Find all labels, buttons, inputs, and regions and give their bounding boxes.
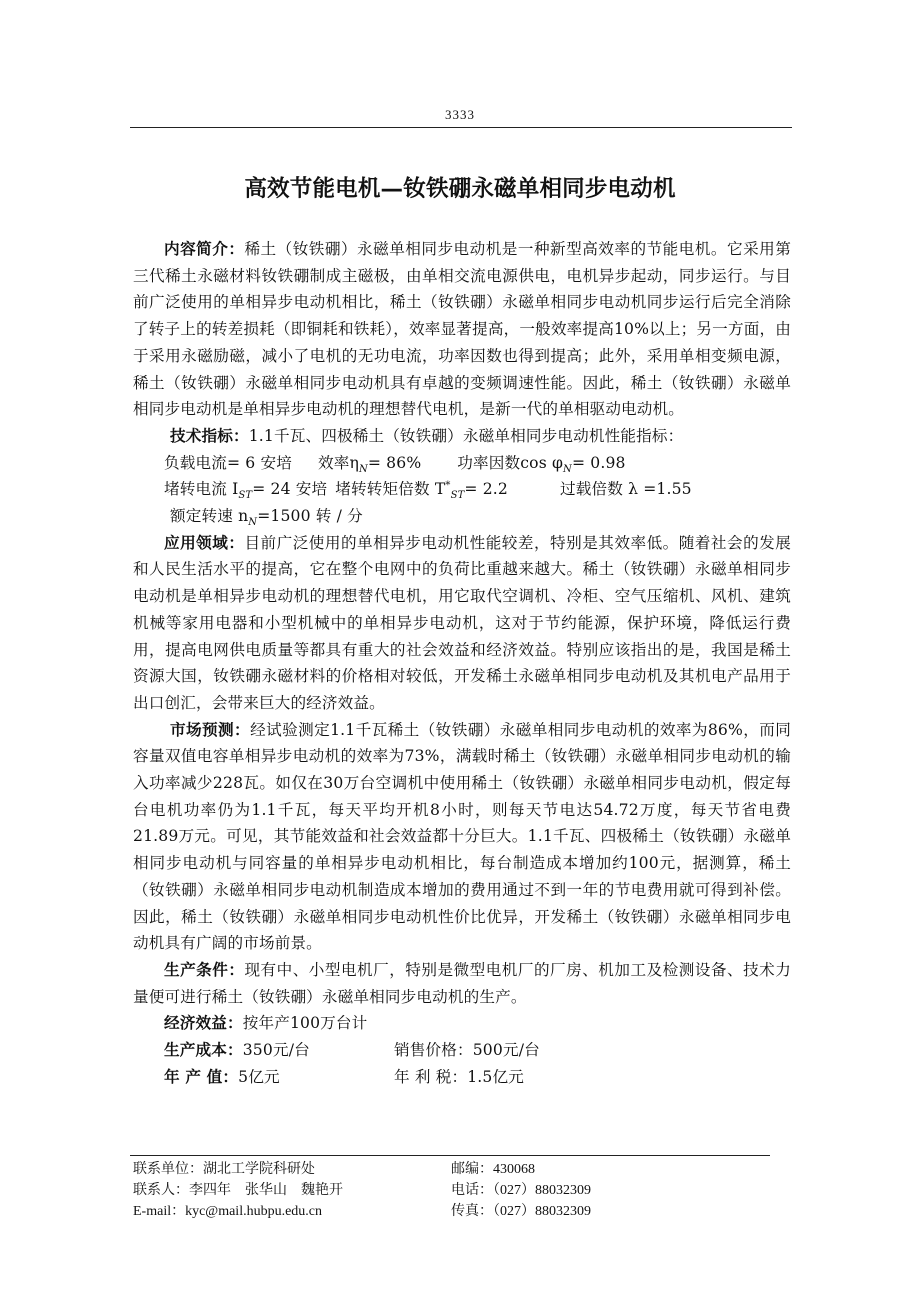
locked-current: 堵转电流 $I_{ST}= 24$ 安培 — [164, 480, 328, 502]
economics-line: 经济效益：按年产100万台计 — [164, 1014, 368, 1033]
production-label: 生产条件 — [164, 960, 229, 979]
price-label: 销售价格 — [394, 1041, 457, 1060]
tech-paragraph: 技术指标：1.1千瓦、四极稀土（钕铁硼）永磁单相同步电动机性能指标： — [170, 426, 684, 445]
contact-fax: 传真：（027）88032309 — [451, 1204, 591, 1219]
spec-line-3 — [133, 503, 791, 530]
output-label: 年 产 值 — [164, 1067, 223, 1086]
output-value: 5亿元 — [238, 1067, 280, 1086]
application-label: 应用领域 — [164, 533, 229, 552]
market-paragraph: 市场预测：经试验测定1.1千瓦稀土（钕铁硼）永磁单相同步电动机的效率为86%，而同容量双值电容单相异步电动机的效率为73%，满载时稀土（钕铁硼）永磁单相同步电动机的输入功率减少228瓦。如仅在30万台空调机中使用稀土（钕铁硼）永磁单相同步电动机，假定每台电机功率仍为1.1千瓦，每天平均开机8小时，则每天节电达54.72万度，每天节省电费21.89万元。可见，其节能效益和社会效益都十分巨大。1.1千瓦、四极稀土（钕铁硼）永磁单相同步电动机与同容量的单相异步电动机相比，每台制造成本增加约100元，据测算，稀土（钕铁硼）永磁单相同步电动机制造成本增加的费用通过不到一年的节电费用就可得到补偿。因此，稀土（钕铁硼）永磁单相同步电动机性价比优异，开发稀土（钕铁硼）永磁单相同步电动机具有广阔的市场前景。 — [133, 720, 791, 953]
contact-footer — [133, 1159, 793, 1222]
document-body — [133, 236, 791, 1091]
application-text: 目前广泛使用的单相异步电动机性能较差，特别是其效率低。随着社会的发展和人民生活水平的提高，它在整个电网中的负荷比重越来越大。稀土（钕铁硼）永磁单相同步电动机是单相异步电动机的理想替代电机，用它取代空调机、冷柜、空气压缩机、风机、建筑机械等家用电器和小型机械中的单相异步电动机，这对于节约能源，保护环境，降低运行费用，提高电网供电质量等都具有重大的社会效益和经济效益。特别应该指出的是，我国是稀土资源大国，钕铁硼永磁材料的价格相对较低，开发稀土永磁单相同步电动机及其机电产品用于出口创汇，会带来巨大的经济效益。 — [133, 533, 791, 712]
tech-text: 1.1千瓦、四极稀土（钕铁硼）永磁单相同步电动机性能指标： — [248, 426, 684, 445]
efficiency: 效率$\eta_N= 86\%$ — [317, 453, 422, 475]
rated-speed: 额定转速 $n_N=1500$ 转 / 分 — [170, 507, 363, 529]
cost-value: 350元/台 — [242, 1041, 310, 1060]
spec-line-1 — [133, 450, 791, 477]
contact-postcode: 邮编：430068 — [451, 1162, 535, 1177]
contact-persons: 联系人：李四年 张华山 魏艳开 — [133, 1183, 343, 1198]
page-number: 3333 — [445, 107, 475, 122]
overload: 过载倍数 λ =1.55 — [559, 480, 692, 499]
contact-phone: 电话：（027）88032309 — [451, 1183, 591, 1198]
economics-text: 按年产100万台计 — [242, 1014, 368, 1033]
economics-label: 经济效益 — [164, 1014, 227, 1033]
footer-rule — [130, 1155, 770, 1156]
contact-unit: 联系单位：湖北工学院科研处 — [133, 1162, 315, 1177]
intro-paragraph: 内容简介：稀土（钕铁硼）永磁单相同步电动机是一种新型高效率的节能电机。它采用第三代稀土永磁材料钕铁硼制成主磁极，由单相交流电源供电，电机异步起动，同步运行。与目前广泛使用的单相异步电动机相比，稀土（钕铁硼）永磁单相同步电动机同步运行后完全消除了转子上的转差损耗（即铜耗和铁耗），效率显著提高，一般效率提高10%以上；另一方面，由于采用永磁励磁，减小了电机的无功电流，功率因数也得到提高；此外，采用单相变频电源，稀土（钕铁硼）永磁单相同步电动机具有卓越的变频调速性能。因此，稀土（钕铁硼）永磁单相同步电动机是单相异步电动机的理想替代电机，是新一代的单相驱动电动机。 — [133, 240, 791, 419]
profit-value: 1.5亿元 — [467, 1067, 524, 1086]
tech-label: 技术指标 — [170, 426, 233, 445]
spec-line-2 — [133, 476, 791, 503]
locked-torque: 堵转转矩倍数 $T^*_{ST}= 2.2$ — [335, 480, 508, 502]
power-factor: 功率因数$\cos \varphi_N= 0.98$ — [457, 453, 626, 475]
market-text: 经试验测定1.1千瓦稀土（钕铁硼）永磁单相同步电动机的效率为86%，而同容量双值电容单相异步电动机的效率为73%，满载时稀土（钕铁硼）永磁单相同步电动机的输入功率减少228瓦。如仅在30万台空调机中使用稀土（钕铁硼）永磁单相同步电动机，假定每台电机功率仍为1.1千瓦，每天平均开机8小时，则每天节电达54.72万度，每天节省电费21.89万元。可见，其节能效益和社会效益都十分巨大。1.1千瓦、四极稀土（钕铁硼）永磁单相同步电动机与同容量的单相异步电动机相比，每台制造成本增加约100元，据测算，稀土（钕铁硼）永磁单相同步电动机制造成本增加的费用通过不到一年的节电费用就可得到补偿。因此，稀土（钕铁硼）永磁单相同步电动机性价比优异，开发稀土（钕铁硼）永磁单相同步电动机具有广阔的市场前景。 — [133, 720, 791, 953]
production-text: 现有中、小型电机厂，特别是微型电机厂的厂房、机加工及检测设备、技术力量便可进行稀土（钕铁硼）永磁单相同步电动机的生产。 — [133, 960, 791, 1006]
document-title: 高效节能电机—钕铁硼永磁单相同步电动机 — [244, 176, 676, 202]
contact-email: E-mail：kyc@mail.hubpu.edu.cn — [133, 1204, 323, 1219]
intro-label: 内容简介 — [164, 240, 229, 258]
cost-price-line: 生产成本：350元/台 销售价格：500元/台 — [164, 1041, 540, 1060]
price-value: 500元/台 — [472, 1041, 540, 1060]
profit-label: 年 利 税 — [394, 1067, 452, 1086]
market-label: 市场预测 — [170, 720, 235, 739]
load-current: 负载电流= 6 安培 — [164, 453, 292, 472]
application-paragraph: 应用领域：目前广泛使用的单相异步电动机性能较差，特别是其效率低。随着社会的发展和人民生活水平的提高，它在整个电网中的负荷比重越来越大。稀土（钕铁硼）永磁单相同步电动机是单相异步电动机的理想替代电机，用它取代空调机、冷柜、空气压缩机、风机、建筑机械等家用电器和小型机械中的单相异步电动机，这对于节约能源，保护环境，降低运行费用，提高电网供电质量等都具有重大的社会效益和经济效益。特别应该指出的是，我国是稀土资源大国，钕铁硼永磁材料的价格相对较低，开发稀土永磁单相同步电动机及其机电产品用于出口创汇，会带来巨大的经济效益。 — [133, 533, 791, 712]
cost-label: 生产成本 — [164, 1041, 227, 1060]
production-paragraph: 生产条件：现有中、小型电机厂，特别是微型电机厂的厂房、机加工及检测设备、技术力量便可进行稀土（钕铁硼）永磁单相同步电动机的生产。 — [133, 960, 791, 1006]
output-profit-line: 年 产 值：5亿元 年 利 税：1.5亿元 — [164, 1067, 524, 1086]
intro-text: 稀土（钕铁硼）永磁单相同步电动机是一种新型高效率的节能电机。它采用第三代稀土永磁材料钕铁硼制成主磁极，由单相交流电源供电，电机异步起动，同步运行。与目前广泛使用的单相异步电动机相比，稀土（钕铁硼）永磁单相同步电动机同步运行后完全消除了转子上的转差损耗（即铜耗和铁耗），效率显著提高，一般效率提高10%以上；另一方面，由于采用永磁励磁，减小了电机的无功电流，功率因数也得到提高；此外，采用单相变频电源，稀土（钕铁硼）永磁单相同步电动机具有卓越的变频调速性能。因此，稀土（钕铁硼）永磁单相同步电动机是单相异步电动机的理想替代电机，是新一代的单相驱动电动机。 — [133, 240, 791, 419]
header-rule — [130, 127, 792, 128]
